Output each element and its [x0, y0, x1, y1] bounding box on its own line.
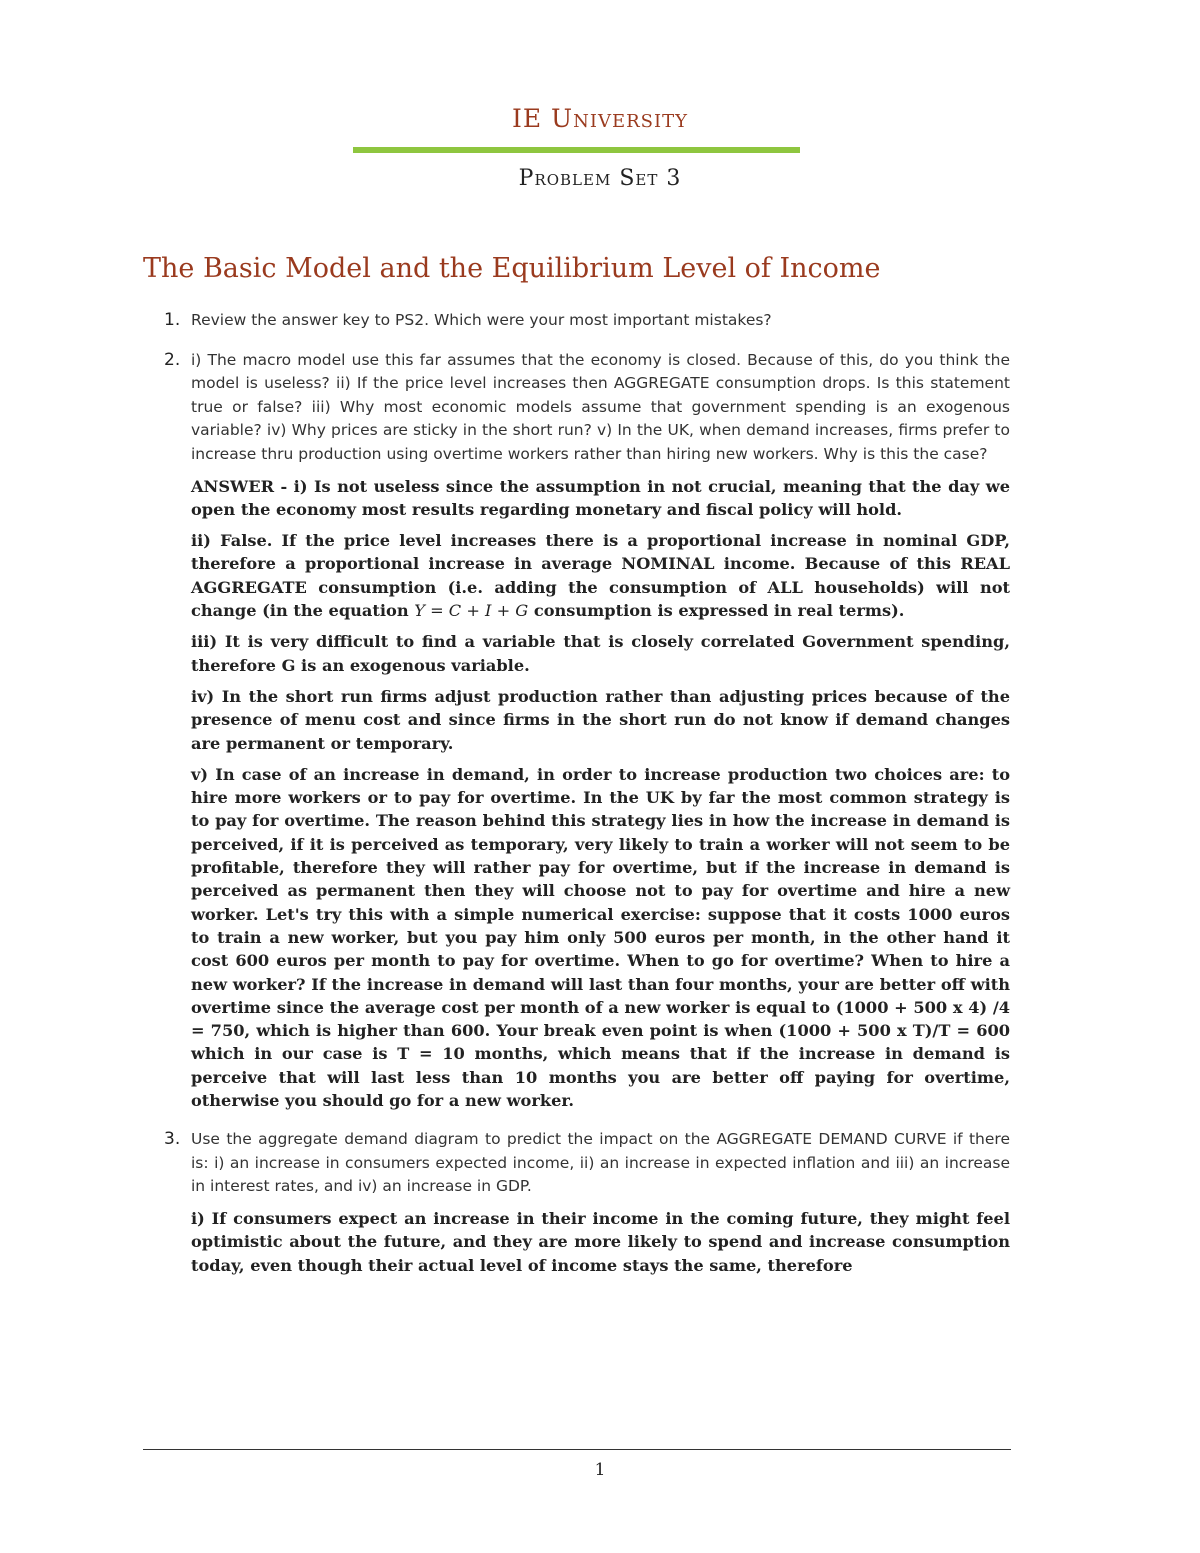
question-item [164, 349, 1010, 1113]
question-number: 3. [164, 1129, 181, 1150]
question-item [164, 1128, 1010, 1277]
answer-paragraph [191, 529, 1010, 622]
question-list [164, 309, 1010, 1293]
answer-paragraph: v) In case of an increase in demand, in order to increase production two choices are: to hire more workers or to pay for overtime. In the UK by far the most common strategy is to pay for overtime. The reason behind this strategy lies in how the increase in demand is perceived, if it is perceived as temporary, very likely to train a worker will not seem to be profitable, therefore they will rather pay for overtime, but if the increase in demand is perceived as permanent then they will choose not to pay for overtime and hire a new worker. Let's try this with a simple numerical exercise: suppose that it costs 1000 euros to train a new worker, but you pay him only 500 euros per month, in the other hand it cost 600 euros per month to pay for overtime. When to go for overtime? When to hire a new worker? If the increase in demand will last than four months, your are better off with overtime since the average cost per month of a new worker is equal to (1000 + 500 x 4) /4 = 750, which is higher than 600. Your break even point is when (1000 + 500 x T)/T = 600 which in our case is T = 10 months, which means that if the increase in demand is perceive that will last less than 10 months you are better off paying for overtime, otherwise you should go for a new worker. [191, 764, 1010, 1110]
answer-text: consumption is expressed in real terms). [533, 601, 905, 621]
problem-set-title: Problem Set 3 [518, 166, 682, 191]
question-text: i) The macro model use this far assumes that the economy is closed. Because of this, do you think the model is useless? ii) If the price level increases then AGGREGATE consumption drops. Is this statement true or false? iii) Why most economic models assume that government spending is an exogenous variable? iv) Why prices are sticky in the short run? v) In the UK, when demand increases, firms prefer to increase thru production using overtime workers rather than hiring new workers. Why is this the case? [191, 350, 1010, 463]
question-text: Use the aggregate demand diagram to predict the impact on the AGGREGATE DEMAND CURVE if there is: i) an increase in consumers expected income, ii) an increase in expected inflation and iii) an increase in interest rates, and iv) an increase in GDP. [191, 1130, 1010, 1196]
question-number: 1. [164, 310, 181, 330]
section-title: The Basic Model and the Equilibrium Level of Income [143, 253, 881, 284]
header-rule [353, 147, 800, 153]
answer-paragraph: iii) It is very difficult to find a variable that is closely correlated Government spending, therefore G is an exogenous variable. [191, 632, 1010, 675]
answer-text: ii) False. If the price level increases there is a proportional increase in nominal GDP, therefore a proportional increase in average NOMINAL income. Because of this REAL AGGREGATE consumption (i.e. adding the consumption of ALL households) will not change (in the equation [191, 531, 1010, 621]
page-number: 1 [594, 1460, 606, 1480]
equation: Y = C + I + G [414, 601, 529, 621]
university-name: IE University [511, 104, 689, 133]
question-item [164, 309, 1010, 333]
question-text: Review the answer key to PS2. Which were your most important mistakes? [191, 311, 772, 329]
answer-paragraph: ANSWER - i) Is not useless since the assumption in not crucial, meaning that the day we open the economy most results regarding monetary and fiscal policy will hold. [191, 476, 1010, 519]
answer-paragraph: iv) In the short run firms adjust production rather than adjusting prices because of the presence of menu cost and since firms in the short run do not know if demand changes are permanent or temporary. [191, 686, 1010, 753]
answer-paragraph: i) If consumers expect an increase in their income in the coming future, they might feel optimistic about the future, and they are more likely to spend and increase consumption today, even though their actual level of income stays the same, therefore [191, 1209, 1010, 1275]
question-number: 2. [164, 349, 181, 370]
footer-rule [143, 1449, 1011, 1450]
